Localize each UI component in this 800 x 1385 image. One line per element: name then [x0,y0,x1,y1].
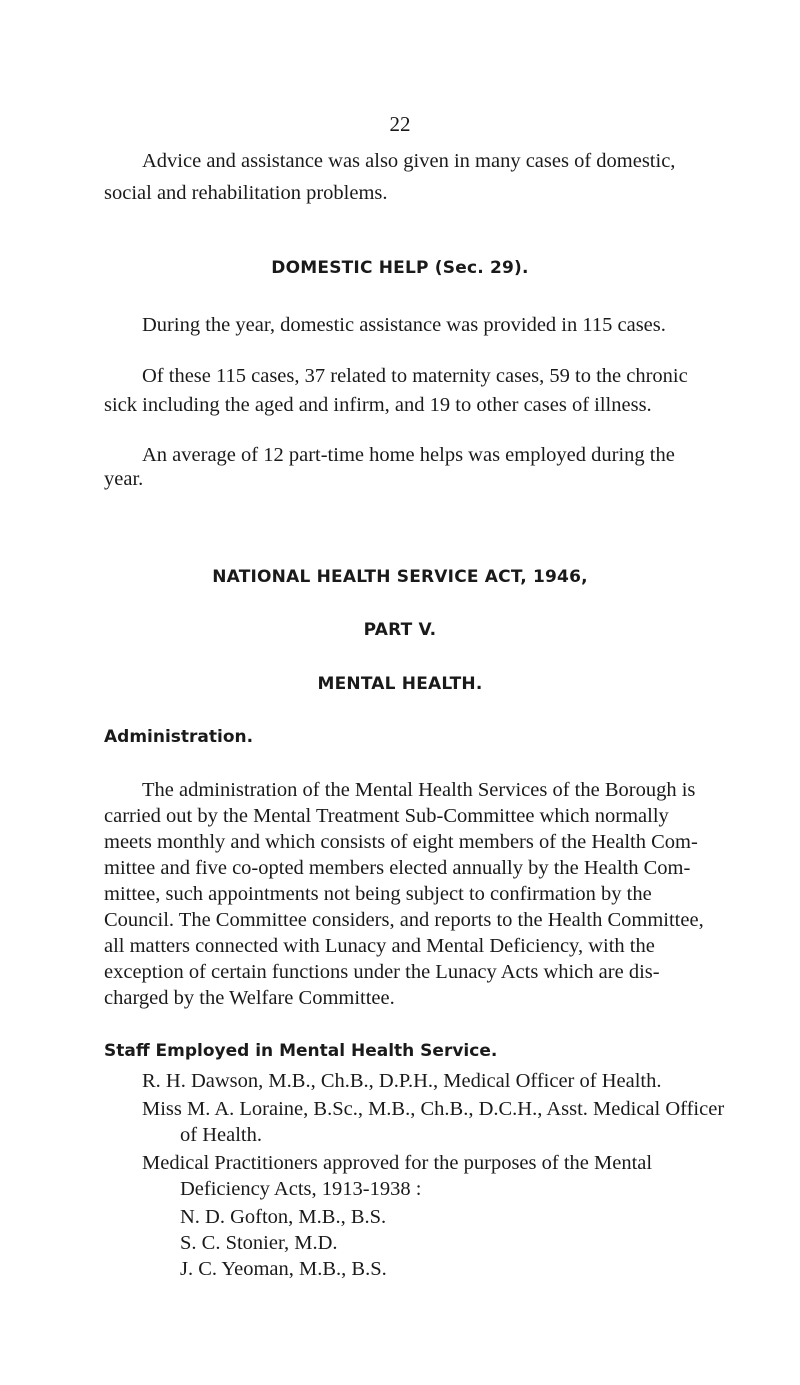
administration-line-3: meets monthly and which consists of eight members of the Health Com- [104,831,698,853]
nhs-act-heading: NATIONAL HEALTH SERVICE ACT, 1946, [212,567,588,587]
staff-subhead: Staff Employed in Mental Health Service. [104,1041,498,1061]
page-number: 22 [389,112,411,136]
domestic-help-para-2-line-2: sick including the aged and infirm, and 19 to other cases of illness. [104,394,652,416]
mental-health-heading: MENTAL HEALTH. [317,674,483,694]
domestic-help-para-2-line-1: Of these 115 cases, 37 related to maternity cases, 59 to the chronic [142,365,688,387]
domestic-help-heading: DOMESTIC HELP (Sec. 29). [271,258,529,278]
administration-line-9: charged by the Welfare Committee. [104,987,395,1009]
domestic-help-para-3 [104,442,744,492]
part-heading: PART V. [363,620,437,640]
staff-entry-loraine-line-2: of Health. [180,1124,262,1146]
administration-line-7: all matters connected with Lunacy and Mental Deficiency, with the [104,935,655,957]
administration-line-2: carried out by the Mental Treatment Sub-Committee which normally [104,805,669,827]
practitioner-yeoman: J. C. Yeoman, M.B., B.S. [180,1258,387,1280]
administration-line-4: mittee and five co-opted members elected annually by the Health Com- [104,857,691,879]
domestic-help-para-2 [104,363,744,418]
intro-line-1: Advice and assistance was also given in many cases of domestic, [142,150,676,172]
practitioner-stonier: S. C. Stonier, M.D. [180,1232,338,1254]
domestic-help-para-3-line-1: An average of 12 part-time home helps was employed during the [142,444,675,466]
practitioner-gofton: N. D. Gofton, M.B., B.S. [180,1206,387,1228]
staff-entry-practitioners-line-2: Deficiency Acts, 1913-1938 : [180,1178,422,1200]
administration-subhead: Administration. [104,727,254,747]
intro-paragraph [104,148,744,206]
domestic-help-para-1 [104,312,744,338]
intro-line-2: social and rehabilitation problems. [104,182,388,204]
domestic-help-para-1-text: During the year, domestic assistance was provided in 115 cases. [142,314,666,336]
administration-paragraph [104,777,726,1011]
staff-entry-loraine-line-1: Miss M. A. Loraine, B.Sc., M.B., Ch.B., D.C.H., Asst. Medical Officer [142,1098,725,1120]
administration-line-6: Council. The Committee considers, and reports to the Health Committee, [104,909,704,931]
administration-line-5: mittee, such appointments not being subject to confirmation by the [104,883,652,905]
staff-entry-practitioners-line-1: Medical Practitioners approved for the purposes of the Mental [142,1152,653,1174]
domestic-help-para-3-line-2: year. [104,468,144,490]
administration-line-1: The administration of the Mental Health Services of the Borough is [142,779,696,801]
administration-line-8: exception of certain functions under the Lunacy Acts which are dis- [104,961,660,983]
staff-list [104,1068,744,1282]
staff-entry-dawson: R. H. Dawson, M.B., Ch.B., D.P.H., Medical Officer of Health. [142,1070,662,1092]
